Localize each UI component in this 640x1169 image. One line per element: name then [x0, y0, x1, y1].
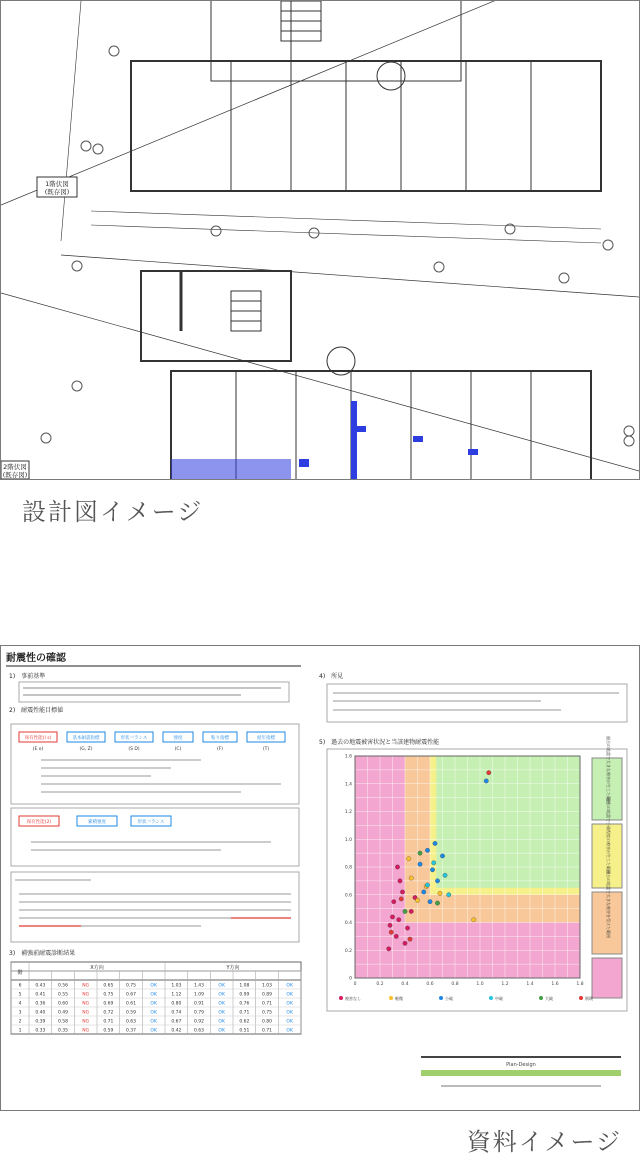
- scatter-chart: [345, 754, 584, 988]
- table-cell: 0.62: [239, 1019, 250, 1025]
- side-labels: [592, 736, 622, 998]
- table-header-x: X方向: [90, 965, 104, 971]
- x-tick-label: 0.4: [401, 982, 409, 987]
- table-cell: 0.71: [261, 1001, 273, 1007]
- table-cell: 0.67: [171, 1019, 182, 1025]
- section-2-heading: 2) 耐震性能目標値: [9, 707, 64, 714]
- data-point: [443, 873, 447, 877]
- table-cell: 0.67: [125, 992, 137, 998]
- table-cell: 0.33: [35, 1028, 46, 1034]
- table-cell: NG: [82, 1001, 90, 1007]
- table-cell: OK: [286, 1010, 293, 1016]
- plan-b-sublabel: (既存図): [2, 471, 28, 479]
- table-cell: 0.74: [171, 1010, 182, 1016]
- table-cell: 1.08: [239, 983, 250, 989]
- table-cell: 1.43: [193, 983, 205, 989]
- table-cell: 0.72: [103, 1010, 114, 1016]
- floor-plan-svg: [1, 1, 639, 479]
- table-cell: OK: [150, 1010, 157, 1016]
- data-point: [403, 909, 407, 913]
- formula-a5: 粘り指標: [211, 736, 229, 741]
- data-point: [422, 890, 426, 894]
- data-point: [403, 941, 407, 945]
- x-tick-label: 1.0: [476, 982, 484, 987]
- x-tick-label: 0.8: [451, 982, 459, 987]
- table-cell: 0.42: [171, 1028, 182, 1034]
- table-cell: 0.59: [125, 1010, 137, 1016]
- data-point: [400, 890, 404, 894]
- table-cell: 0.35: [57, 1028, 69, 1034]
- data-point: [428, 899, 432, 903]
- table-cell: 0.65: [103, 983, 114, 989]
- side-label-1: 過去の地震で大きな被害が生じた範囲: [606, 736, 611, 804]
- table-header-y: Y方向: [226, 965, 240, 971]
- data-point: [397, 918, 401, 922]
- formula-b5: (F): [216, 747, 224, 752]
- table-header-floor: 階: [17, 970, 23, 976]
- table-cell: 4: [18, 1001, 22, 1007]
- table-cell: 0.63: [193, 1028, 205, 1034]
- y-tick-label: 0.4: [344, 921, 352, 926]
- data-point: [425, 883, 429, 887]
- diagnosis-table: [11, 962, 301, 1034]
- x-tick-label: 0.6: [426, 982, 434, 987]
- formula-c2: 累積強度: [88, 820, 106, 825]
- x-tick-label: 1.8: [576, 982, 584, 987]
- table-cell: 1: [18, 1028, 22, 1034]
- document-title: 耐震性の確認: [6, 653, 66, 664]
- data-point: [408, 937, 412, 941]
- table-cell: 0.75: [103, 992, 114, 998]
- table-cell: OK: [286, 992, 293, 998]
- formula-c1: 保有性能(2): [26, 820, 52, 825]
- x-tick-label: 0.2: [376, 982, 384, 987]
- section-5-heading: 5) 過去の地震被害状況と当該建物耐震性能: [319, 739, 440, 746]
- table-cell: NG: [82, 1010, 90, 1016]
- data-point: [447, 893, 451, 897]
- table-cell: OK: [286, 983, 293, 989]
- table-cell: NG: [82, 983, 90, 989]
- x-tick-label: 1.6: [551, 982, 559, 987]
- data-point: [418, 862, 422, 866]
- table-cell: 0.80: [171, 1001, 182, 1007]
- table-cell: OK: [286, 1001, 293, 1007]
- data-point: [432, 861, 436, 865]
- table-cell: 0.58: [57, 1019, 69, 1025]
- table-cell: 0.91: [193, 1001, 205, 1007]
- table-cell: 5: [18, 992, 22, 998]
- table-cell: 0.55: [57, 992, 69, 998]
- table-cell: 0.71: [261, 1028, 273, 1034]
- table-cell: 0.37: [125, 1028, 137, 1034]
- x-tick-label: 1.2: [501, 982, 509, 987]
- data-point: [388, 923, 392, 927]
- table-cell: OK: [218, 1028, 225, 1034]
- table-cell: OK: [150, 1028, 157, 1034]
- report-svg: [1, 646, 639, 1110]
- formula-b4: (C): [174, 747, 182, 752]
- table-cell: 0.92: [193, 1019, 205, 1025]
- data-point: [415, 898, 419, 902]
- formula-b6: (T): [262, 747, 270, 752]
- table-cell: 0.51: [239, 1028, 250, 1034]
- data-point: [395, 865, 399, 869]
- table-cell: 2: [18, 1019, 22, 1025]
- plan-a-label: 1階伏図: [45, 180, 69, 188]
- data-point: [398, 879, 402, 883]
- data-point: [390, 915, 394, 919]
- legend-3: 小破: [445, 996, 453, 1001]
- data-point: [387, 947, 391, 951]
- table-cell: 0.71: [239, 1010, 250, 1016]
- table-cell: OK: [218, 983, 225, 989]
- data-point: [433, 841, 437, 845]
- table-cell: 0.59: [103, 1028, 114, 1034]
- data-point: [394, 934, 398, 938]
- formula-c3: 形状バランス: [137, 820, 165, 825]
- y-tick-label: 1.0: [344, 837, 352, 843]
- plan-b-label: 2階伏図: [3, 463, 27, 471]
- drawing-caption: 設計図イメージ: [22, 498, 204, 526]
- document-stamp: [421, 1056, 621, 1086]
- table-cell: 0.71: [103, 1019, 114, 1025]
- stamp-text: Plan-Design: [506, 1062, 536, 1068]
- data-point: [440, 854, 444, 858]
- plan-a-sublabel: (既存図): [44, 188, 70, 196]
- y-tick-label: 1.2: [344, 810, 352, 815]
- section-4-heading: 4) 所見: [319, 673, 344, 680]
- table-cell: OK: [150, 992, 157, 998]
- data-point: [392, 899, 396, 903]
- table-cell: 0.41: [35, 992, 46, 998]
- table-cell: OK: [286, 1028, 293, 1034]
- data-point: [399, 897, 403, 901]
- table-cell: 3: [18, 1010, 22, 1016]
- legend-6: 倒壊: [585, 996, 593, 1001]
- table-cell: 0.39: [35, 1019, 46, 1025]
- table-cell: 0.89: [261, 992, 273, 998]
- table-cell: 0.49: [57, 1010, 69, 1016]
- table-cell: 0.61: [125, 1001, 137, 1007]
- table-cell: OK: [218, 1019, 225, 1025]
- data-point: [438, 891, 442, 895]
- table-cell: OK: [218, 992, 225, 998]
- legend-2: 軽微: [395, 996, 403, 1001]
- table-cell: OK: [150, 1001, 157, 1007]
- table-cell: 0.60: [57, 1001, 69, 1007]
- table-cell: OK: [218, 1010, 225, 1016]
- y-tick-label: 1.4: [344, 782, 352, 788]
- x-tick-label: 0: [353, 982, 357, 987]
- side-label-3: 過去の地震で大きな被害を受けた範囲: [606, 870, 611, 938]
- table-cell: 0.75: [125, 983, 137, 989]
- y-tick-label: 0.6: [344, 893, 352, 899]
- data-point: [418, 851, 422, 855]
- report-document: [0, 645, 640, 1111]
- table-cell: 0.80: [261, 1019, 273, 1025]
- section-3-heading: 3) 補強前耐震診断結果: [9, 950, 76, 957]
- y-tick-label: 1.6: [344, 754, 352, 760]
- data-point: [409, 876, 413, 880]
- table-cell: OK: [286, 1019, 293, 1025]
- table-cell: NG: [82, 1019, 90, 1025]
- table-cell: 0.36: [35, 1001, 46, 1007]
- table-cell: 6: [18, 983, 22, 989]
- data-point: [430, 868, 434, 872]
- zone-green: [436, 756, 580, 888]
- formula-a6: 経年指標: [257, 736, 275, 741]
- table-cell: 0.40: [35, 1010, 46, 1016]
- table-cell: 1.12: [171, 992, 182, 998]
- legend-4: 中破: [495, 996, 503, 1001]
- formula-a3: 形状バランス: [120, 736, 148, 741]
- formula-b1: (E o): [32, 747, 44, 752]
- formula-a2: 基本耐震指標: [72, 736, 100, 741]
- data-point: [472, 918, 476, 922]
- table-cell: 0.75: [261, 1010, 273, 1016]
- data-point: [409, 909, 413, 913]
- table-cell: OK: [150, 983, 157, 989]
- data-point: [389, 930, 393, 934]
- document-caption: 資料イメージ: [466, 1128, 622, 1156]
- formula-b3: (S D): [128, 747, 140, 752]
- table-cell: 0.99: [239, 992, 250, 998]
- table-cell: 0.43: [35, 983, 46, 989]
- data-point: [407, 856, 411, 860]
- x-tick-label: 1.4: [526, 982, 534, 987]
- side-label-2: 過去の地震で小破程度の被害が生じた範囲: [606, 798, 611, 874]
- table-cell: 0.69: [103, 1001, 114, 1007]
- table-cell: 0.79: [193, 1010, 205, 1016]
- formula-a1: 保有性能(I s): [24, 736, 52, 741]
- y-tick-label: 0: [349, 976, 352, 982]
- floor-plan-drawing: [0, 0, 640, 480]
- table-cell: 1.03: [171, 983, 182, 989]
- table-cell: 1.03: [261, 983, 273, 989]
- y-tick-label: 0.2: [344, 948, 352, 954]
- legend-1: 被害なし: [345, 996, 361, 1001]
- table-cell: 1.09: [193, 992, 205, 998]
- legend-5: 大破: [545, 996, 553, 1001]
- table-cell: OK: [218, 1001, 225, 1007]
- section-1-heading: 1) 事前基準: [9, 673, 46, 680]
- table-cell: NG: [82, 1028, 90, 1034]
- table-cell: OK: [150, 1019, 157, 1025]
- formula-a4: 強度: [173, 736, 183, 741]
- data-point: [435, 901, 439, 905]
- table-cell: 0.56: [57, 983, 69, 989]
- data-point: [487, 770, 491, 774]
- y-tick-label: 0.8: [344, 865, 352, 871]
- data-point: [405, 926, 409, 930]
- data-point: [484, 779, 488, 783]
- data-point: [435, 879, 439, 883]
- table-cell: NG: [82, 992, 90, 998]
- table-cell: 0.63: [125, 1019, 137, 1025]
- formula-b2: (G, Z): [79, 747, 93, 752]
- data-point: [425, 848, 429, 852]
- table-cell: 0.76: [239, 1001, 250, 1007]
